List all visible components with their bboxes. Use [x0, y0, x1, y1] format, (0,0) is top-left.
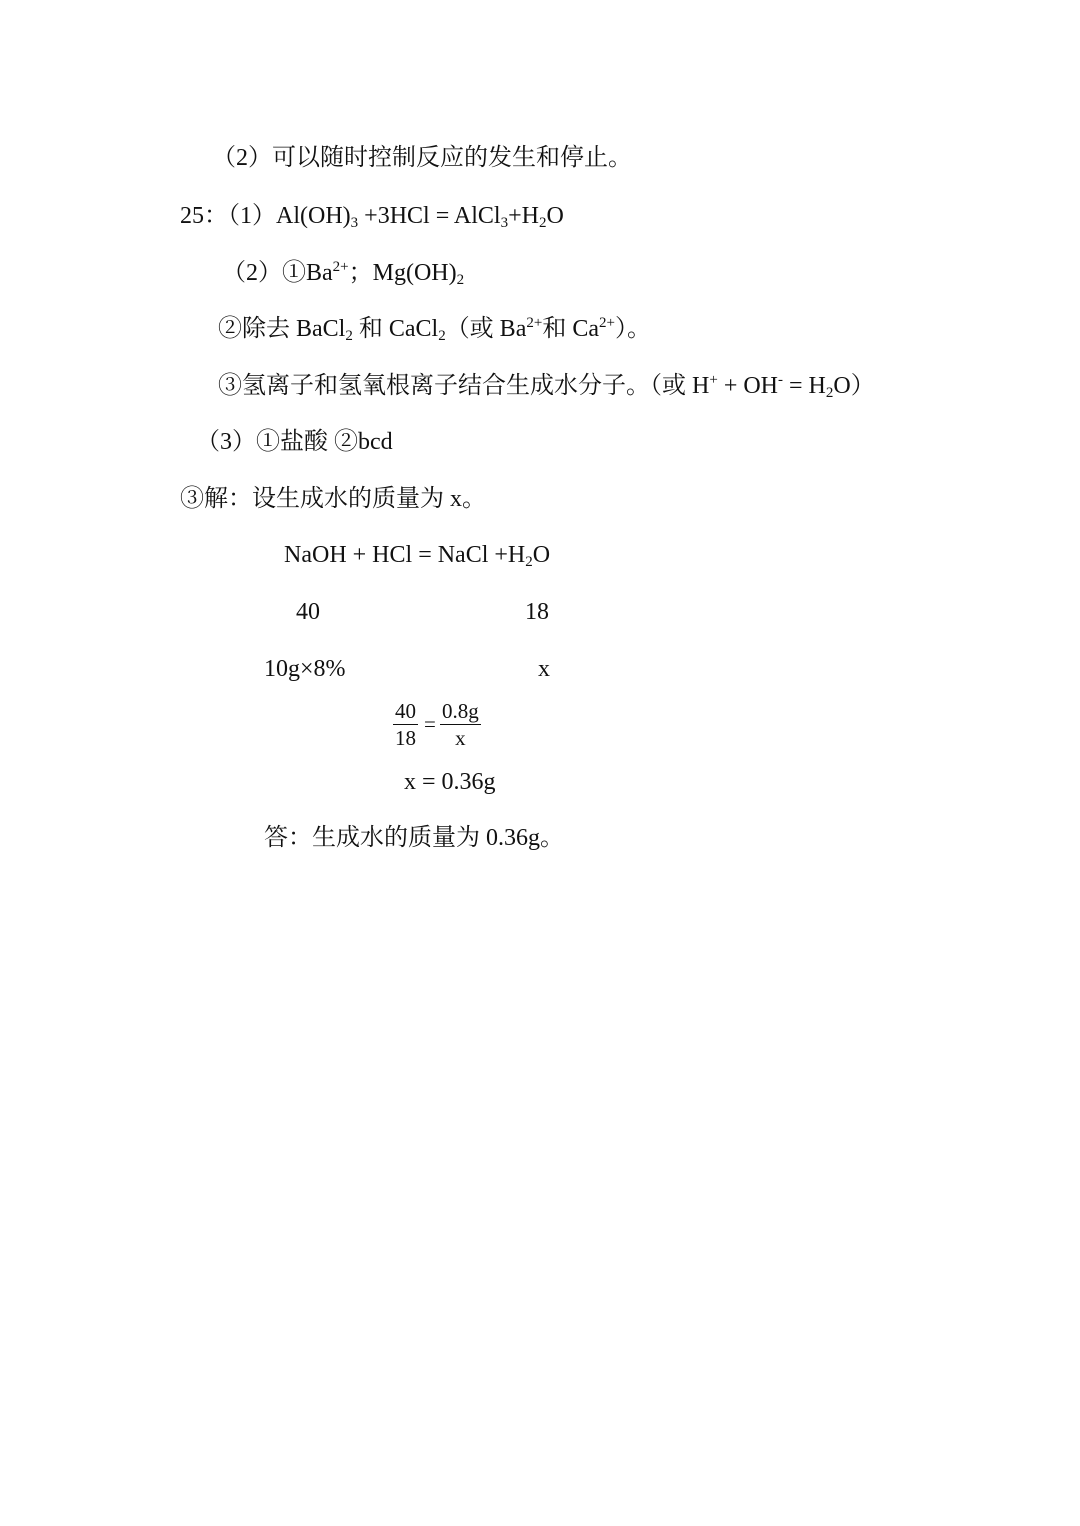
remove-text: 和 CaCl	[352, 316, 439, 342]
result-text: x = 0.36g	[404, 769, 496, 795]
reaction-text: NaOH + HCl = NaCl +H	[284, 542, 526, 568]
unknown-mass	[538, 654, 550, 684]
part2-remove	[218, 314, 651, 344]
solution-text: ③解：设生成水的质量为 x。	[180, 486, 486, 512]
equals-sign: =	[424, 712, 436, 736]
remove-text: ②除去 BaCl	[218, 316, 346, 342]
part2-statement	[212, 143, 632, 173]
answer-text: 答：生成水的质量为 0.36g。	[264, 825, 564, 851]
part2-ions	[222, 258, 464, 288]
solution-setup	[180, 484, 486, 514]
part2-text: （2）可以随时控制反应的发生和停止。	[212, 145, 632, 171]
subscript: 2	[456, 272, 465, 288]
ratio-fraction-right	[440, 698, 481, 751]
subscript: 3	[500, 215, 509, 231]
part2-neutralization	[218, 371, 875, 401]
final-answer	[264, 823, 564, 853]
eq-text: 25：（1）Al(OH)	[180, 203, 351, 229]
remove-text: 和 Ca	[542, 316, 599, 342]
neutral-text: O）	[833, 373, 875, 399]
given-mass	[264, 654, 346, 684]
fraction-denominator: 18	[395, 726, 416, 750]
result-line	[404, 767, 496, 797]
fraction-numerator: 40	[395, 699, 416, 723]
subscript: 2	[525, 554, 533, 570]
given-text: 10g×8%	[264, 656, 346, 682]
superscript: -	[778, 372, 784, 388]
eq-text: +3HCl = AlCl	[358, 203, 501, 229]
subscript: 2	[438, 328, 446, 344]
remove-text: （或 Ba	[445, 316, 527, 342]
reaction-text: O	[532, 542, 551, 568]
neutral-text: + OH	[717, 373, 779, 399]
ratio-fraction-left	[393, 698, 418, 751]
neutral-text: = H	[783, 373, 826, 399]
question-25-equation	[180, 201, 564, 231]
neutral-text: ③氢离子和氢氧根离子结合生成水分子。（或 H	[218, 373, 710, 399]
unknown-text: x	[538, 656, 550, 682]
superscript: 2+	[599, 315, 615, 331]
fraction-numerator: 0.8g	[442, 699, 479, 723]
reaction-equation	[284, 540, 550, 570]
subscript: 3	[350, 215, 359, 231]
fraction-denominator: x	[455, 726, 466, 750]
superscript: +	[709, 372, 718, 388]
part3-answers	[196, 427, 393, 457]
eq-text: +H	[508, 203, 539, 229]
eq-text: O	[546, 203, 564, 229]
part3-text: （3）①盐酸 ②bcd	[196, 429, 393, 455]
superscript: 2+	[526, 315, 543, 331]
subscript: 2	[538, 215, 547, 231]
subscript: 2	[825, 385, 834, 401]
value-40: 40	[296, 599, 320, 625]
subscript: 2	[345, 328, 353, 344]
remove-text: ）。	[614, 316, 651, 342]
molar-mass-naoh	[296, 597, 320, 627]
ion-text: （2）①Ba	[222, 260, 333, 286]
molar-mass-water	[525, 597, 549, 627]
superscript: 2+	[332, 259, 349, 275]
value-18: 18	[525, 599, 549, 625]
ion-text: ；Mg(OH)	[348, 260, 457, 286]
